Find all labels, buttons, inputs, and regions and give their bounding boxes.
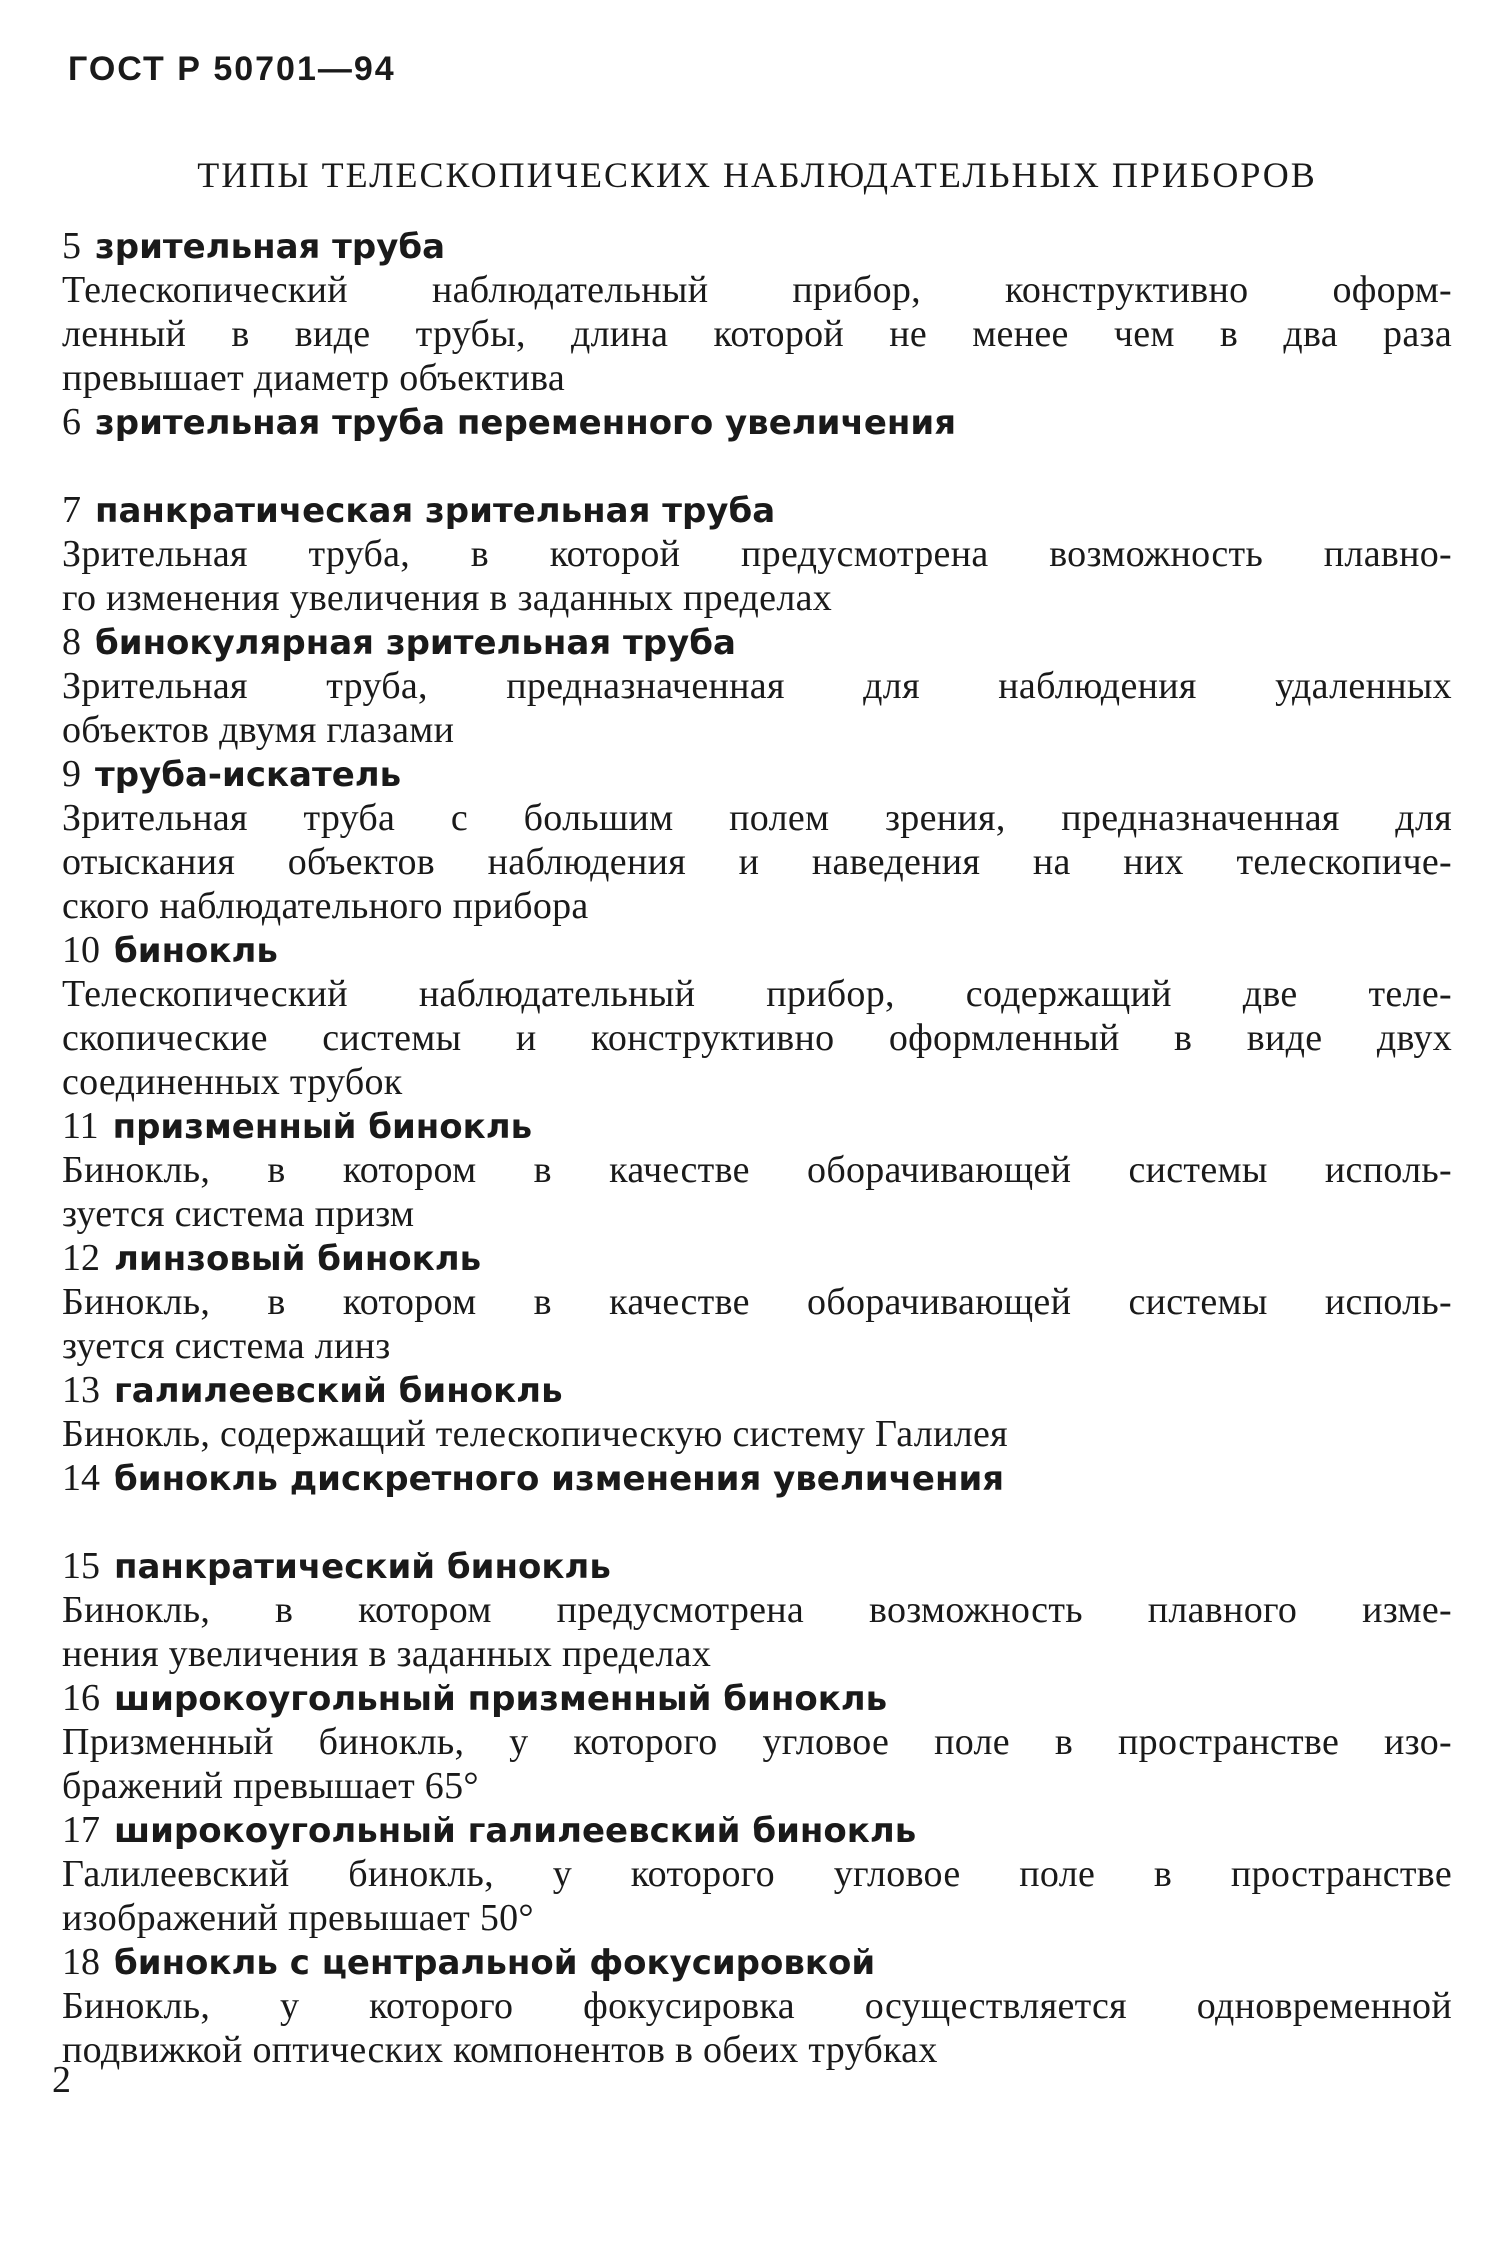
document-page xyxy=(62,50,1452,2072)
term-heading xyxy=(62,400,1452,444)
definition-line: скопические системы и конструктивно оформленный в виде двух xyxy=(62,1017,1452,1059)
term-list xyxy=(62,224,1452,2072)
definition-line: изображений превышает 50° xyxy=(62,1897,534,1939)
term-heading xyxy=(62,752,1452,796)
term-definition xyxy=(62,796,1452,928)
term-label: труба-искатель xyxy=(95,755,402,795)
term-entry xyxy=(62,1236,1452,1368)
term-number: 15 xyxy=(62,1545,100,1587)
term-heading xyxy=(62,1808,1452,1852)
definition-line: Зрительная труба, предназначенная для наблюдения удаленных xyxy=(62,665,1452,707)
definition-line: Призменный бинокль, у которого угловое поле в пространстве изо- xyxy=(62,1721,1452,1763)
definition-line: зуется система линз xyxy=(62,1325,391,1367)
definition-line: Бинокль, в котором в качестве оборачивающей системы исполь- xyxy=(62,1281,1452,1323)
definition-line: нения увеличения в заданных пределах xyxy=(62,1633,712,1675)
term-number: 8 xyxy=(62,621,81,663)
term-number: 16 xyxy=(62,1677,100,1719)
term-definition xyxy=(62,1984,1452,2072)
term-number: 10 xyxy=(62,929,100,971)
term-number: 17 xyxy=(62,1809,100,1851)
term-entry xyxy=(62,1676,1452,1808)
definition-line: ского наблюдательного прибора xyxy=(62,885,589,927)
term-entry xyxy=(62,224,1452,400)
definition-line: Бинокль, у которого фокусировка осуществляется одновременной xyxy=(62,1985,1452,2027)
term-definition xyxy=(62,1852,1452,1940)
term-number: 18 xyxy=(62,1941,100,1983)
term-definition xyxy=(62,1720,1452,1808)
term-number: 5 xyxy=(62,225,81,267)
definition-line: Галилеевский бинокль, у которого угловое поле в пространстве xyxy=(62,1853,1452,1895)
definition-line: бражений превышает 65° xyxy=(62,1765,479,1807)
term-heading xyxy=(62,1940,1452,1984)
term-definition xyxy=(62,1280,1452,1368)
term-number: 14 xyxy=(62,1457,100,1499)
term-number: 11 xyxy=(62,1105,99,1147)
term-label: бинокль дискретного изменения увеличения xyxy=(114,1459,1005,1499)
term-entry xyxy=(62,1808,1452,1940)
term-label: бинокль xyxy=(114,931,278,971)
definition-line: го изменения увеличения в заданных пределах xyxy=(62,577,833,619)
term-number: 9 xyxy=(62,753,81,795)
definition-line: Телескопический наблюдательный прибор, содержащий две теле- xyxy=(62,973,1452,1015)
term-heading xyxy=(62,620,1452,664)
term-label: широкоугольный галилеевский бинокль xyxy=(114,1811,917,1851)
definition-line: зуется система призм xyxy=(62,1193,415,1235)
document-code: ГОСТ Р 50701—94 xyxy=(68,50,396,88)
term-label: панкратическая зрительная труба xyxy=(95,491,776,531)
term-definition xyxy=(62,268,1452,400)
term-entry xyxy=(62,928,1452,1104)
term-heading xyxy=(62,1236,1452,1280)
term-label: бинокль с центральной фокусировкой xyxy=(114,1943,876,1983)
term-entry xyxy=(62,752,1452,928)
term-entry xyxy=(62,1544,1452,1676)
definition-line: Зрительная труба, в которой предусмотрена возможность плавно- xyxy=(62,533,1452,575)
definition-line: Бинокль, в котором предусмотрена возможность плавного изме- xyxy=(62,1589,1452,1631)
term-label: зрительная труба переменного увеличения xyxy=(95,403,957,443)
term-label: призменный бинокль xyxy=(112,1107,533,1147)
term-entry xyxy=(62,1368,1452,1456)
term-heading xyxy=(62,1456,1452,1500)
term-number: 13 xyxy=(62,1369,100,1411)
term-definition xyxy=(62,1412,1452,1456)
term-definition xyxy=(62,664,1452,752)
page-number: 2 xyxy=(52,2059,71,2101)
definition-line: Зрительная труба с большим полем зрения, предназначенная для xyxy=(62,797,1452,839)
term-heading xyxy=(62,224,1452,268)
term-heading xyxy=(62,488,1452,532)
definition-line: соединенных трубок xyxy=(62,1061,403,1103)
term-entry xyxy=(62,1456,1452,1544)
term-heading xyxy=(62,1544,1452,1588)
term-entry xyxy=(62,400,1452,488)
definition-line: превышает диаметр объектива xyxy=(62,357,566,399)
term-entry xyxy=(62,488,1452,620)
definition-line: Бинокль, в котором в качестве оборачивающей системы исполь- xyxy=(62,1149,1452,1191)
term-definition xyxy=(62,532,1452,620)
term-entry xyxy=(62,1940,1452,2072)
term-label: галилеевский бинокль xyxy=(114,1371,563,1411)
term-heading xyxy=(62,1676,1452,1720)
term-entry xyxy=(62,1104,1452,1236)
term-entry xyxy=(62,620,1452,752)
definition-line: объектов двумя глазами xyxy=(62,709,455,751)
term-heading xyxy=(62,928,1452,972)
term-definition xyxy=(62,1588,1452,1676)
term-label: зрительная труба xyxy=(95,227,446,267)
term-heading xyxy=(62,1368,1452,1412)
term-number: 12 xyxy=(62,1237,100,1279)
term-label: панкратический бинокль xyxy=(114,1547,611,1587)
term-label: линзовый бинокль xyxy=(114,1239,482,1279)
empty-definition-spacer xyxy=(62,444,1452,488)
term-number: 6 xyxy=(62,401,81,443)
term-label: широкоугольный призменный бинокль xyxy=(114,1679,888,1719)
term-label: бинокулярная зрительная труба xyxy=(95,623,736,663)
definition-line: подвижкой оптических компонентов в обеих трубках xyxy=(62,2029,938,2071)
definition-line: Телескопический наблюдательный прибор, конструктивно оформ- xyxy=(62,269,1452,311)
term-definition xyxy=(62,972,1452,1104)
empty-definition-spacer xyxy=(62,1500,1452,1544)
definition-line: ленный в виде трубы, длина которой не менее чем в два раза xyxy=(62,313,1452,355)
term-number: 7 xyxy=(62,489,81,531)
section-title: ТИПЫ ТЕЛЕСКОПИЧЕСКИХ НАБЛЮДАТЕЛЬНЫХ ПРИБОРОВ xyxy=(197,155,1317,195)
term-heading xyxy=(62,1104,1452,1148)
definition-line: отыскания объектов наблюдения и наведения на них телескопиче- xyxy=(62,841,1452,883)
definition-line: Бинокль, содержащий телескопическую систему Галилея xyxy=(62,1413,1008,1455)
term-definition xyxy=(62,1148,1452,1236)
